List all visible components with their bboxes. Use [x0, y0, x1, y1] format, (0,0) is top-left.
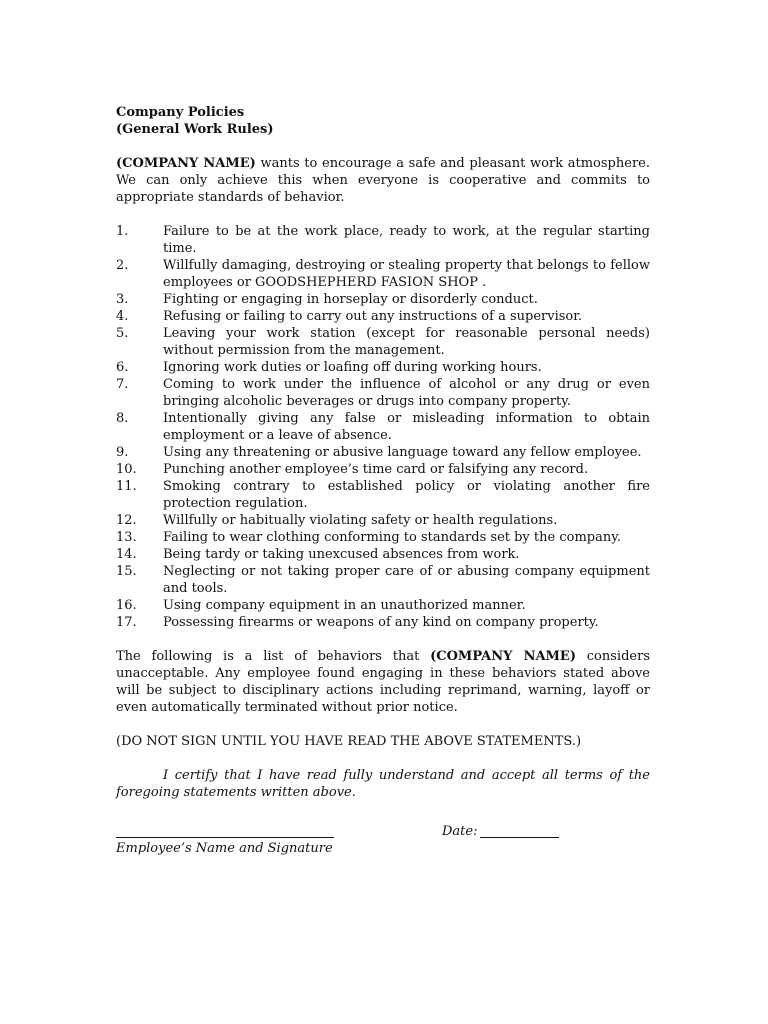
rule-text: Being tardy or taking unexcused absences from work.	[163, 547, 520, 562]
rule-number: 12.	[116, 513, 137, 528]
rule-text: Coming to work under the influence of alcohol or any drug or even bringing alcoholic beverages or drugs into company property.	[163, 377, 650, 409]
rule-text: Willfully damaging, destroying or stealing property that belongs to fellow employees or GOODSHEPHERD FASION SHOP .	[163, 258, 650, 290]
rule-text: Smoking contrary to established policy or violating another fire protection regulation.	[163, 479, 650, 511]
rule-number: 17.	[116, 615, 137, 630]
rule-item	[116, 410, 650, 444]
rule-number: 2.	[116, 258, 129, 273]
document-title: Company Policies	[116, 105, 245, 120]
rule-item	[116, 444, 650, 461]
rule-number: 4.	[116, 309, 129, 324]
document-subtitle: (General Work Rules)	[116, 122, 274, 137]
rule-number: 16.	[116, 598, 137, 613]
signature-line[interactable]	[116, 837, 334, 838]
rule-item	[116, 359, 650, 376]
rule-item	[116, 257, 650, 291]
rule-text: Failure to be at the work place, ready to work, at the regular starting time.	[163, 224, 650, 256]
rule-item	[116, 614, 650, 631]
rule-text: Intentionally giving any false or misleading information to obtain employment or a leave of absence.	[163, 411, 650, 443]
rule-number: 14.	[116, 547, 137, 562]
rule-item	[116, 376, 650, 410]
rule-number: 5.	[116, 326, 129, 341]
rule-number: 6.	[116, 360, 129, 375]
rule-text: Punching another employee’s time card or falsifying any record.	[163, 462, 589, 477]
closing-text-before: The following is a list of behaviors that	[116, 649, 431, 664]
rule-item	[116, 563, 650, 597]
rule-item	[116, 308, 650, 325]
rule-item	[116, 478, 650, 512]
rule-item	[116, 291, 650, 308]
rule-number: 8.	[116, 411, 129, 426]
rule-number: 7.	[116, 377, 129, 392]
certify-statement: I certify that I have read fully understand and accept all terms of the foregoing statements written above.	[116, 768, 650, 800]
policy-document	[116, 104, 650, 801]
rule-item	[116, 223, 650, 257]
rule-text: Failing to wear clothing conforming to standards set by the company.	[163, 530, 621, 545]
rule-text: Ignoring work duties or loafing off during working hours.	[163, 360, 542, 375]
date-line[interactable]	[480, 837, 559, 838]
date-label: Date:	[442, 824, 478, 839]
rule-item	[116, 461, 650, 478]
rule-text: Fighting or engaging in horseplay or disorderly conduct.	[163, 292, 538, 307]
closing-company-placeholder: (COMPANY NAME)	[430, 649, 576, 664]
rule-text: Willfully or habitually violating safety or health regulations.	[163, 513, 558, 528]
rule-text: Leaving your work station (except for reasonable personal needs) without permission from the management.	[163, 326, 650, 358]
rule-text: Using company equipment in an unauthorized manner.	[163, 598, 526, 613]
closing-paragraph	[116, 648, 650, 716]
rule-text: Refusing or failing to carry out any instructions of a supervisor.	[163, 309, 583, 324]
intro-company-placeholder: (COMPANY NAME)	[116, 156, 256, 171]
rule-number: 9.	[116, 445, 129, 460]
rule-number: 10.	[116, 462, 137, 477]
rule-text: Neglecting or not taking proper care of or abusing company equipment and tools.	[163, 564, 650, 596]
signature-area	[116, 824, 650, 864]
rule-item	[116, 546, 650, 563]
rules-list	[116, 223, 650, 631]
rule-text: Possessing firearms or weapons of any kind on company property.	[163, 615, 599, 630]
closing-text-after: considers unacceptable. Any employee found engaging in these behaviors stated above will be subject to disciplinary actions including reprimand, warning, layoff or even automatically terminated without prior notice.	[116, 649, 650, 715]
sign-notice: (DO NOT SIGN UNTIL YOU HAVE READ THE ABOVE STATEMENTS.)	[116, 734, 582, 749]
rule-item	[116, 325, 650, 359]
rule-text: Using any threatening or abusive language toward any fellow employee.	[163, 445, 642, 460]
intro-paragraph	[116, 155, 650, 206]
rule-number: 3.	[116, 292, 129, 307]
signature-label: Employee’s Name and Signature	[116, 841, 333, 856]
rule-number: 15.	[116, 564, 137, 579]
rule-item	[116, 529, 650, 546]
rule-number: 13.	[116, 530, 137, 545]
intro-text: wants to encourage a safe and pleasant work atmosphere. We can only achieve this when everyone is cooperative and commits to appropriate standards of behavior.	[116, 156, 650, 205]
rule-item	[116, 597, 650, 614]
rule-number: 1.	[116, 224, 129, 239]
rule-item	[116, 512, 650, 529]
rule-number: 11.	[116, 479, 137, 494]
